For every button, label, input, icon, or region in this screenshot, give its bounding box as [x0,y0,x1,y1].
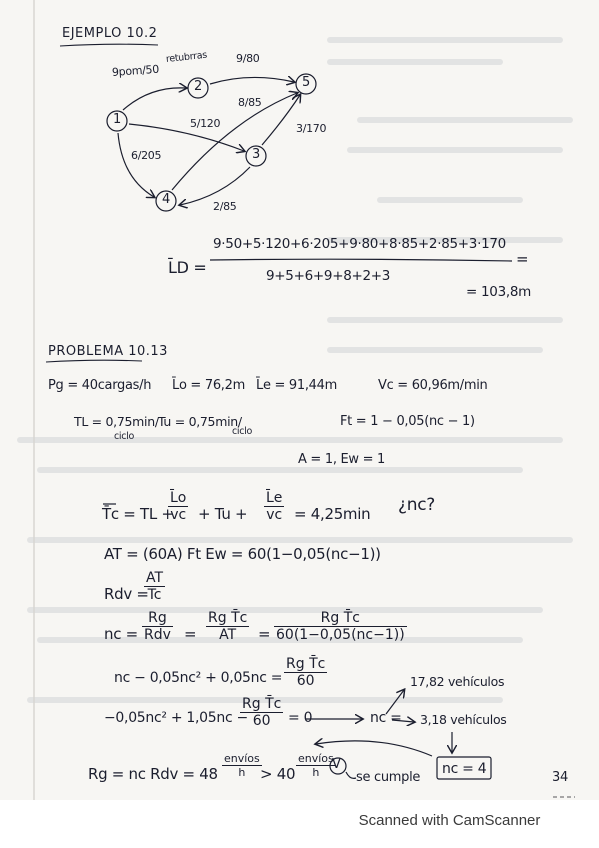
ld-denominator: 9+5+6+9+8+2+3 [266,268,391,284]
final-answer: nc = 4 [442,761,487,777]
page-number: 34 [552,770,568,785]
arrow-to-root-2 [392,720,414,722]
check-mark: V [332,757,341,772]
scanner-watermark [0,812,599,829]
example-title: EJEMPLO 10.2 [62,26,158,41]
node-label-5: 5 [302,75,310,90]
edge-label-1-2: 9pom/50 [111,62,160,79]
nc-frac1-num: Rg [142,610,173,627]
tc-frac1-num: L̄o [170,490,187,506]
edge-note-1-2: retubrras [165,49,208,65]
given-ft: Ft = 1 − 0,05(nc − 1) [340,414,475,429]
node-label-2: 2 [194,79,202,94]
se-cumple: se cumple [356,770,421,785]
node-label-1: 1 [113,112,121,127]
root-1: 17,82 vehículos [410,674,505,689]
given-a-ew: A = 1, Ew = 1 [298,452,385,467]
problem-title: PROBLEMA 10.13 [48,344,168,359]
edge-label-1-3: 5/120 [190,117,221,130]
given-tl: TL = 0,75min/ [74,414,159,429]
quad1-den: 60 [296,673,315,689]
quadratic-nc: nc = [370,710,402,726]
nc-eq-1: = [184,625,197,643]
given-rg: Pg = 40cargas/h [48,378,152,393]
tc-mid: + Tu + [198,505,248,523]
root-2: 3,18 vehículos [420,712,507,727]
arrow-to-root-1 [386,690,404,714]
quadratic-step-1: nc − 0,05nc² + 0,05nc = [114,670,283,686]
nc-lhs: nc = [104,625,138,643]
quadratic-step-2-rhs: = 0 [288,710,313,726]
nc-frac3-num: Rg T̄c [274,610,407,627]
final-u2-num: envíos [298,752,334,765]
edge-label-4-5: 8/85 [238,96,262,109]
final-u1-num: envíos [224,752,260,765]
tc-frac2-den: vc [266,507,283,523]
given-le: L̄e = 91,44m [256,378,337,393]
nc-frac3-den: 60(1−0,05(nc−1)) [276,627,405,643]
rdv-lhs: Rdv = [104,585,149,603]
final-mid: > 40 [260,765,296,783]
edge-label-3-5: 3/170 [296,122,327,135]
edge-label-3-4: 2/85 [213,200,237,213]
given-vc: Vc = 60,96m/min [378,378,488,393]
at-equation: AT = (60A) Ft Ew = 60(1−0,05(nc−1)) [104,545,381,563]
final-rg: Rg = nc Rdv = 48 [88,765,218,783]
ld-result: = 103,8m [466,284,532,300]
final-u2-den: h [312,766,320,779]
tc-frac1-den: vc [170,507,187,523]
quad1-num: Rg T̄c [286,656,326,672]
tc-result: = 4,25min [294,505,371,523]
node-label-4: 4 [162,192,170,207]
nc-question: ¿nc? [398,495,435,515]
ld-lhs: L̄D = [168,258,207,277]
given-lo: L̄o = 76,2m [172,378,245,393]
quadratic-step-2: −0,05nc² + 1,05nc − [104,710,248,726]
final-u1-den: h [238,766,246,779]
node-label-3: 3 [252,147,260,162]
nc-frac2-num: Rg T̄c [208,610,248,626]
nc-frac2-den: AT [219,627,237,643]
arrow-back-to-check [316,741,432,756]
given-tl-unit: ciclo [114,431,135,442]
ld-equals: = [516,250,529,268]
tc-lhs: T̄c = TL + [102,505,174,523]
rdv-num: AT [146,570,164,586]
nc-eq-2: = [258,625,271,643]
ld-numerator: 9·50+5·120+6·205+9·80+8·85+2·85+3·170 [213,236,506,252]
quad2-den: 60 [252,713,271,729]
edge-label-2-5: 9/80 [236,52,260,65]
nc-frac1-den: Rdv [144,627,171,643]
quad2-num: Rg T̄c [242,696,282,712]
edge-label-1-4: 6/205 [131,149,162,162]
given-tu: Tu = 0,75min/ [158,414,242,429]
rdv-den: Tc [147,587,162,603]
arrow-check-to-text [346,772,356,778]
scanner-footer-text: Scanned with CamScanner [358,812,541,829]
answer-box [437,757,491,779]
given-tu-unit: ciclo [232,426,253,437]
tc-frac2-num: L̄e [266,490,283,506]
check-circle [330,758,346,774]
